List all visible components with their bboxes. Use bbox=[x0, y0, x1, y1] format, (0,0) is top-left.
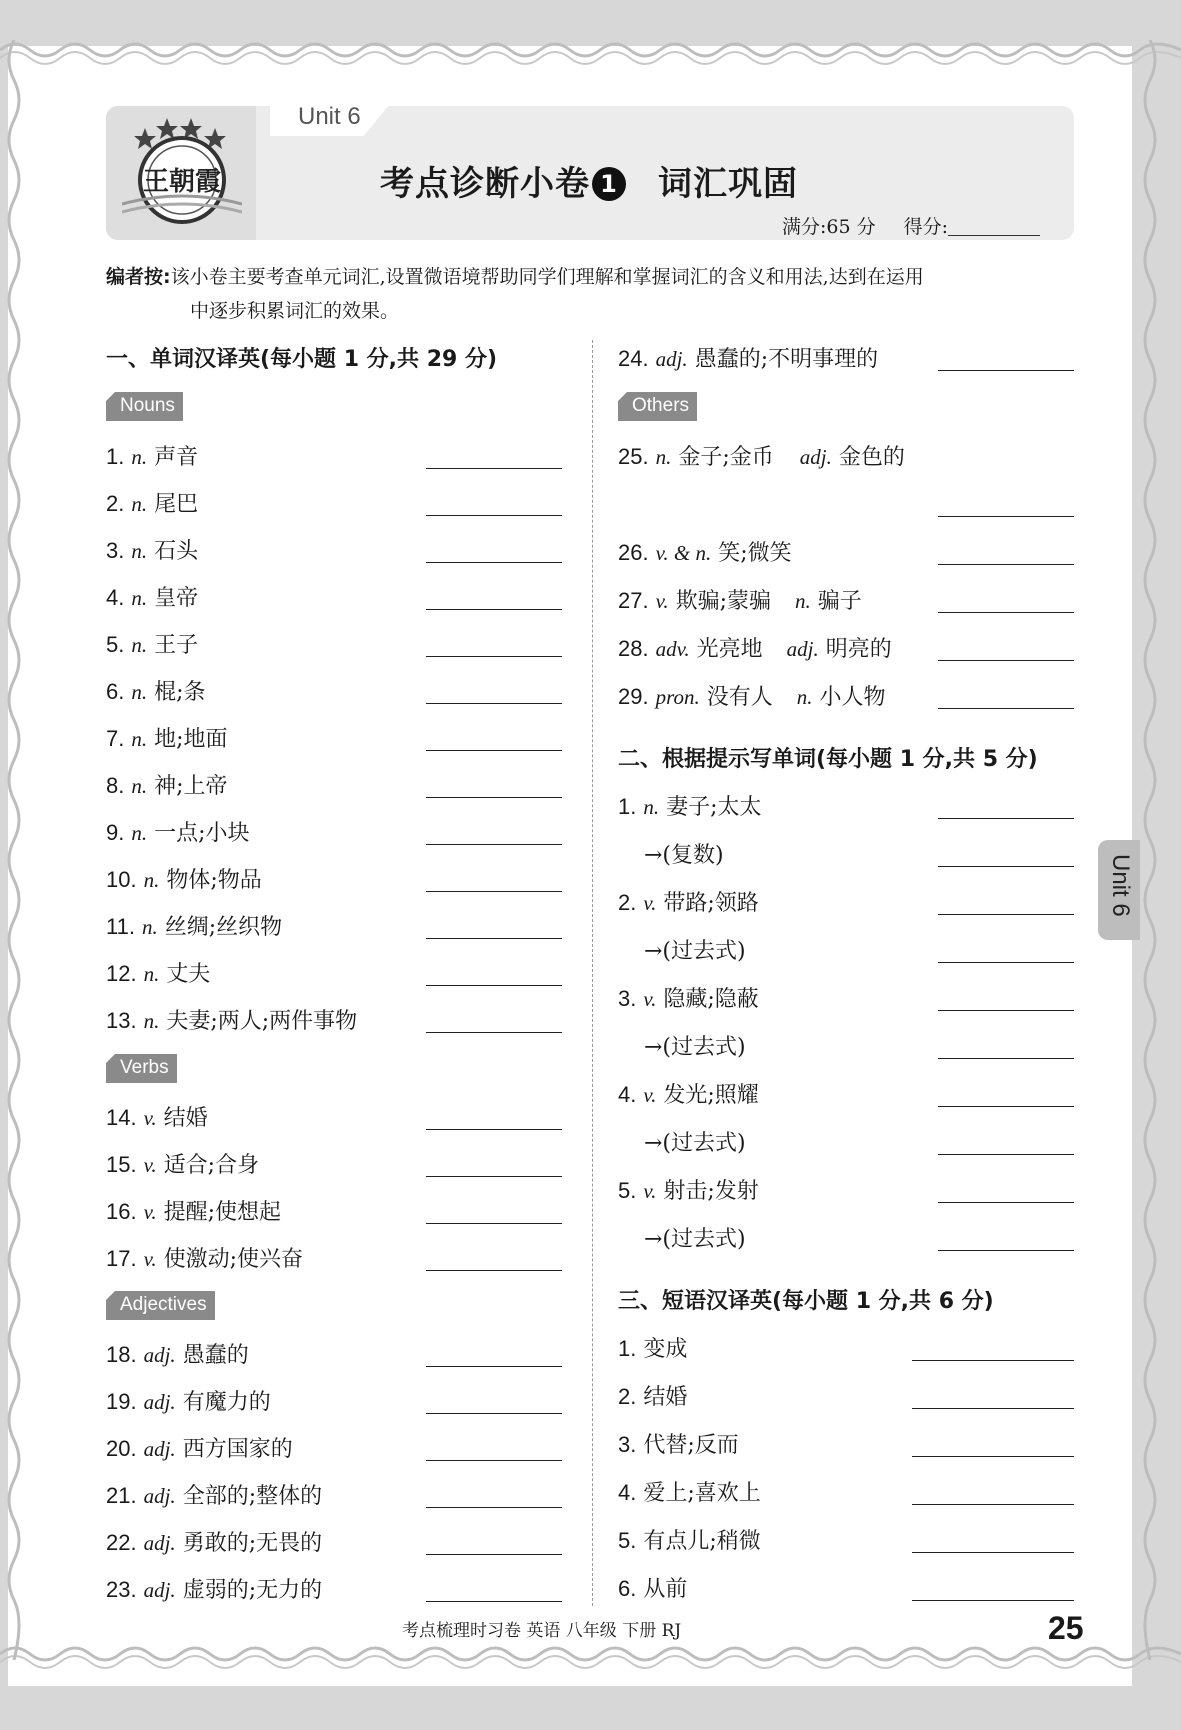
title-prefix: 考点诊断小卷 bbox=[380, 164, 590, 204]
part-of-speech: adj. bbox=[799, 445, 832, 469]
question-text: 声音 bbox=[154, 445, 199, 470]
question-text: 爱上;喜欢上 bbox=[643, 1481, 761, 1506]
question-text: 结婚 bbox=[643, 1385, 688, 1410]
score-label: 得分: bbox=[903, 216, 949, 238]
score-blank[interactable] bbox=[948, 217, 1040, 236]
question-item bbox=[618, 1524, 761, 1555]
question-number: 19. bbox=[106, 1389, 137, 1414]
question-text: 从前 bbox=[643, 1577, 688, 1602]
question-text: 物体;物品 bbox=[166, 868, 262, 893]
question-text: 西方国家的 bbox=[182, 1437, 293, 1462]
answer-blank[interactable] bbox=[426, 985, 562, 986]
question-number: 5. bbox=[106, 632, 125, 657]
question-number: 15. bbox=[106, 1152, 137, 1177]
page-number: 25 bbox=[1048, 1610, 1084, 1646]
question-item bbox=[106, 628, 198, 659]
answer-blank[interactable] bbox=[938, 564, 1074, 565]
answer-blank[interactable] bbox=[426, 1176, 562, 1177]
question-number: 6. bbox=[106, 679, 125, 704]
question-item bbox=[106, 1148, 259, 1179]
question-text: 使激动;使兴奋 bbox=[163, 1247, 304, 1272]
answer-blank[interactable] bbox=[426, 562, 562, 563]
question-item bbox=[106, 1242, 303, 1273]
answer-blank[interactable] bbox=[912, 1552, 1074, 1553]
section1-title: 一、单词汉译英(每小题 1 分,共 29 分) bbox=[106, 347, 498, 372]
question-item bbox=[618, 1572, 687, 1603]
title-suffix: 词汇巩固 bbox=[658, 164, 798, 204]
question-item bbox=[106, 1385, 271, 1416]
question-number: 28. bbox=[618, 636, 649, 661]
answer-blank[interactable] bbox=[426, 703, 562, 704]
question-number: 1. bbox=[106, 444, 125, 469]
form-hint: →(过去式) bbox=[644, 939, 746, 964]
question-item bbox=[106, 722, 228, 753]
wavy-border-bottom bbox=[0, 1640, 1181, 1680]
question-number: 8. bbox=[106, 773, 125, 798]
wavy-border-left bbox=[0, 40, 34, 1660]
part-of-speech: v. bbox=[143, 1153, 157, 1177]
tag-adjectives: Adjectives bbox=[106, 1291, 215, 1320]
answer-blank[interactable] bbox=[426, 1413, 562, 1414]
form-hint: →(复数) bbox=[644, 843, 724, 868]
question-text: 棍;条 bbox=[154, 680, 206, 705]
question-text: 妻子;太太 bbox=[666, 795, 762, 820]
question-number: 4. bbox=[618, 1082, 637, 1107]
answer-blank[interactable] bbox=[426, 797, 562, 798]
question-text: 适合;合身 bbox=[163, 1153, 260, 1178]
part-of-speech: v. bbox=[655, 589, 669, 613]
question-number: 25. bbox=[618, 444, 649, 469]
question-item bbox=[618, 536, 792, 567]
question-item bbox=[618, 886, 759, 917]
answer-blank[interactable] bbox=[426, 1554, 562, 1555]
question-number: 4. bbox=[618, 1480, 637, 1505]
question-item bbox=[106, 863, 262, 894]
answer-blank[interactable] bbox=[426, 1507, 562, 1508]
question-text: 愚蠢的;不明事理的 bbox=[694, 347, 879, 372]
section2-title: 二、根据提示写单词(每小题 1 分,共 5 分) bbox=[618, 747, 1038, 772]
question-text: 变成 bbox=[643, 1337, 688, 1362]
question-text: 欺骗;蒙骗 bbox=[675, 589, 772, 614]
answer-blank[interactable] bbox=[426, 1032, 562, 1033]
side-tab-label: Unit 6 bbox=[1107, 854, 1134, 917]
answer-blank[interactable] bbox=[938, 962, 1074, 963]
form-hint: →(过去式) bbox=[644, 1035, 746, 1060]
editor-note-label: 编者按: bbox=[106, 266, 171, 288]
question-text: 愚蠢的 bbox=[182, 1343, 249, 1368]
part-of-speech: n. bbox=[143, 962, 160, 986]
question-item bbox=[106, 1004, 357, 1035]
question-text: 提醒;使想起 bbox=[163, 1200, 282, 1225]
answer-blank[interactable] bbox=[426, 750, 562, 751]
tag-verbs: Verbs bbox=[106, 1054, 177, 1083]
answer-blank[interactable] bbox=[912, 1360, 1074, 1361]
question-item bbox=[106, 581, 198, 612]
question-text: 有点儿;稍微 bbox=[643, 1529, 761, 1554]
part-of-speech: v. bbox=[143, 1106, 157, 1130]
question-text: 带路;领路 bbox=[663, 891, 759, 916]
part-of-speech: v. bbox=[643, 1083, 657, 1107]
question-number: 3. bbox=[106, 538, 125, 563]
brand-seal-icon bbox=[122, 118, 242, 230]
answer-blank[interactable] bbox=[938, 1154, 1074, 1155]
page-title bbox=[380, 156, 798, 205]
part-of-speech: n. bbox=[131, 774, 148, 798]
answer-blank[interactable] bbox=[426, 515, 562, 516]
question-item bbox=[106, 1338, 249, 1369]
question-text: 有魔力的 bbox=[182, 1390, 271, 1415]
question-text: 笑;微笑 bbox=[718, 541, 792, 566]
answer-blank[interactable] bbox=[938, 1202, 1074, 1203]
part-of-speech: n. bbox=[143, 868, 160, 892]
question-number: 18. bbox=[106, 1342, 137, 1367]
question-text: 金色的 bbox=[838, 445, 905, 470]
part-of-speech: adj. bbox=[143, 1437, 176, 1461]
part-of-speech: n. bbox=[643, 795, 660, 819]
answer-blank[interactable] bbox=[426, 1223, 562, 1224]
question-item bbox=[618, 1078, 759, 1109]
title-number-badge: 1 bbox=[592, 167, 626, 201]
question-number: 5. bbox=[618, 1178, 637, 1203]
answer-blank[interactable] bbox=[426, 938, 562, 939]
question-item bbox=[618, 790, 762, 821]
part-of-speech: n. bbox=[141, 915, 158, 939]
question-item bbox=[106, 1573, 322, 1604]
question-text: 全部的;整体的 bbox=[182, 1484, 323, 1509]
question-text: 勇敢的;无畏的 bbox=[182, 1531, 323, 1556]
question-text: 代替;反而 bbox=[643, 1433, 739, 1458]
question-item bbox=[618, 1332, 687, 1363]
question-item bbox=[106, 957, 210, 988]
question-item bbox=[106, 440, 198, 471]
part-of-speech: n. bbox=[131, 821, 148, 845]
question-number: 16. bbox=[106, 1199, 137, 1224]
question-item bbox=[106, 675, 206, 706]
question-item bbox=[106, 534, 198, 565]
question-text: 夫妻;两人;两件事物 bbox=[166, 1009, 358, 1034]
question-text: 地;地面 bbox=[154, 727, 228, 752]
part-of-speech: n. bbox=[131, 492, 148, 516]
question-item bbox=[106, 1101, 208, 1132]
answer-blank[interactable] bbox=[426, 1601, 562, 1602]
question-item bbox=[618, 982, 759, 1013]
question-item bbox=[106, 1479, 322, 1510]
question-number: 29. bbox=[618, 684, 649, 709]
question-text: 光亮地 bbox=[696, 637, 763, 662]
question-number: 9. bbox=[106, 820, 125, 845]
question-number: 1. bbox=[618, 794, 637, 819]
form-hint: →(过去式) bbox=[644, 1227, 746, 1252]
unit-label: Unit 6 bbox=[298, 103, 361, 130]
answer-blank[interactable] bbox=[938, 818, 1074, 819]
answer-blank[interactable] bbox=[912, 1600, 1074, 1601]
question-text: 小人物 bbox=[819, 685, 886, 710]
part-of-speech: n. bbox=[131, 586, 148, 610]
question-text: 王子 bbox=[154, 633, 199, 658]
answer-blank[interactable] bbox=[938, 660, 1074, 661]
question-item bbox=[106, 1526, 322, 1557]
question-item bbox=[106, 1432, 293, 1463]
part-of-speech: adj. bbox=[655, 347, 688, 371]
part-of-speech: v. bbox=[143, 1200, 157, 1224]
question-number: 27. bbox=[618, 588, 649, 613]
question-text: 丈夫 bbox=[166, 962, 211, 987]
answer-blank[interactable] bbox=[938, 708, 1074, 709]
part-of-speech: n. bbox=[143, 1009, 160, 1033]
part-of-speech: pron. bbox=[655, 685, 700, 709]
answer-blank[interactable] bbox=[426, 1270, 562, 1271]
answer-blank[interactable] bbox=[426, 1460, 562, 1461]
question-number: 4. bbox=[106, 585, 125, 610]
part-of-speech: v. bbox=[143, 1247, 157, 1271]
part-of-speech: n. bbox=[655, 445, 672, 469]
question-number: 22. bbox=[106, 1530, 137, 1555]
question-text: 发光;照耀 bbox=[663, 1083, 759, 1108]
editor-note bbox=[106, 260, 1076, 328]
part-of-speech: n. bbox=[795, 589, 811, 613]
footer-text: 考点梳理时习卷 英语 八年级 下册 RJ bbox=[402, 1621, 682, 1641]
question-number: 13. bbox=[106, 1008, 137, 1033]
question-number: 21. bbox=[106, 1483, 137, 1508]
part-of-speech: v. bbox=[643, 1179, 657, 1203]
answer-blank[interactable] bbox=[938, 1058, 1074, 1059]
full-score: 满分:65 分 bbox=[782, 216, 876, 238]
part-of-speech: n. bbox=[131, 539, 148, 563]
question-item bbox=[618, 440, 905, 471]
question-text: 一点;小块 bbox=[154, 821, 250, 846]
question-item bbox=[106, 1195, 281, 1226]
answer-blank[interactable] bbox=[426, 891, 562, 892]
question-number: 14. bbox=[106, 1105, 137, 1130]
answer-blank[interactable] bbox=[912, 1408, 1074, 1409]
answer-blank[interactable] bbox=[938, 1010, 1074, 1011]
part-of-speech: n. bbox=[131, 633, 148, 657]
question-number: 6. bbox=[618, 1576, 637, 1601]
wavy-border-top bbox=[0, 30, 1181, 70]
question-item bbox=[618, 1174, 759, 1205]
part-of-speech: adj. bbox=[143, 1343, 176, 1367]
answer-blank[interactable] bbox=[938, 914, 1074, 915]
part-of-speech: v. bbox=[643, 987, 657, 1011]
question-item bbox=[618, 584, 862, 615]
editor-note-line2: 中逐步积累词汇的效果。 bbox=[190, 300, 400, 322]
editor-note-line1: 该小卷主要考查单元词汇,设置微语境帮助同学们理解和掌握词汇的含义和用法,达到在运用 bbox=[170, 266, 924, 288]
part-of-speech: v. bbox=[643, 891, 657, 915]
question-number: 17. bbox=[106, 1246, 137, 1271]
answer-blank[interactable] bbox=[426, 844, 562, 845]
answer-blank[interactable] bbox=[426, 656, 562, 657]
question-item bbox=[618, 342, 878, 373]
question-item bbox=[106, 910, 282, 941]
question-text: 金子;金币 bbox=[678, 445, 774, 470]
question-text: 射击;发射 bbox=[663, 1179, 759, 1204]
question-item bbox=[106, 816, 250, 847]
question-text: 结婚 bbox=[163, 1106, 208, 1131]
question-number: 26. bbox=[618, 540, 649, 565]
part-of-speech: adj. bbox=[143, 1578, 176, 1602]
question-text: 骗子 bbox=[817, 589, 862, 614]
tag-others: Others bbox=[618, 392, 697, 421]
part-of-speech: adv. bbox=[655, 637, 690, 661]
question-item bbox=[618, 632, 892, 663]
answer-blank[interactable] bbox=[938, 1106, 1074, 1107]
question-number: 11. bbox=[106, 914, 135, 939]
question-number: 7. bbox=[106, 726, 125, 751]
answer-blank[interactable] bbox=[426, 468, 562, 469]
question-number: 23. bbox=[106, 1577, 137, 1602]
part-of-speech: n. bbox=[131, 445, 148, 469]
question-item bbox=[618, 1476, 761, 1507]
question-number: 10. bbox=[106, 867, 137, 892]
question-text: 石头 bbox=[154, 539, 199, 564]
question-text: 没有人 bbox=[706, 685, 773, 710]
question-item bbox=[106, 487, 198, 518]
question-number: 20. bbox=[106, 1436, 137, 1461]
answer-blank[interactable] bbox=[426, 609, 562, 610]
question-text: 明亮的 bbox=[825, 637, 892, 662]
question-number: 3. bbox=[618, 986, 637, 1011]
question-item bbox=[618, 1428, 739, 1459]
question-number: 1. bbox=[618, 1336, 637, 1361]
question-text: 丝绸;丝织物 bbox=[164, 915, 283, 940]
question-number: 3. bbox=[618, 1432, 637, 1457]
answer-blank[interactable] bbox=[938, 370, 1074, 371]
part-of-speech: adj. bbox=[143, 1531, 176, 1555]
answer-blank[interactable] bbox=[938, 866, 1074, 867]
score-line bbox=[782, 212, 1040, 239]
answer-blank[interactable] bbox=[938, 1250, 1074, 1251]
part-of-speech: adj. bbox=[786, 637, 819, 661]
part-of-speech: n. bbox=[131, 680, 148, 704]
question-number: 24. bbox=[618, 346, 649, 371]
question-item bbox=[106, 769, 228, 800]
svg-text:王朝霞: 王朝霞 bbox=[142, 167, 222, 197]
tag-nouns: Nouns bbox=[106, 392, 183, 421]
part-of-speech: adj. bbox=[143, 1484, 176, 1508]
answer-blank[interactable] bbox=[938, 612, 1074, 613]
question-text: 神;上帝 bbox=[154, 774, 228, 799]
part-of-speech: n. bbox=[131, 727, 148, 751]
part-of-speech: n. bbox=[796, 685, 813, 709]
answer-blank[interactable] bbox=[912, 1456, 1074, 1457]
column-divider bbox=[592, 340, 593, 1606]
question-text: 隐藏;隐蔽 bbox=[663, 987, 759, 1012]
question-number: 2. bbox=[618, 890, 637, 915]
section3-title: 三、短语汉译英(每小题 1 分,共 6 分) bbox=[618, 1289, 994, 1314]
question-number: 12. bbox=[106, 961, 137, 986]
question-number: 2. bbox=[618, 1384, 637, 1409]
question-item bbox=[618, 680, 886, 711]
unit-side-tab bbox=[1098, 840, 1140, 940]
part-of-speech: adj. bbox=[143, 1390, 176, 1414]
question-item bbox=[618, 1380, 687, 1411]
answer-blank[interactable] bbox=[912, 1504, 1074, 1505]
answer-blank[interactable] bbox=[426, 1129, 562, 1130]
question-text: 尾巴 bbox=[154, 492, 199, 517]
question-text: 皇帝 bbox=[154, 586, 199, 611]
part-of-speech: v. & n. bbox=[655, 541, 712, 565]
answer-blank[interactable] bbox=[938, 516, 1074, 517]
question-number: 2. bbox=[106, 491, 125, 516]
question-number: 5. bbox=[618, 1528, 637, 1553]
question-text: 虚弱的;无力的 bbox=[182, 1578, 323, 1603]
form-hint: →(过去式) bbox=[644, 1131, 746, 1156]
answer-blank[interactable] bbox=[426, 1366, 562, 1367]
